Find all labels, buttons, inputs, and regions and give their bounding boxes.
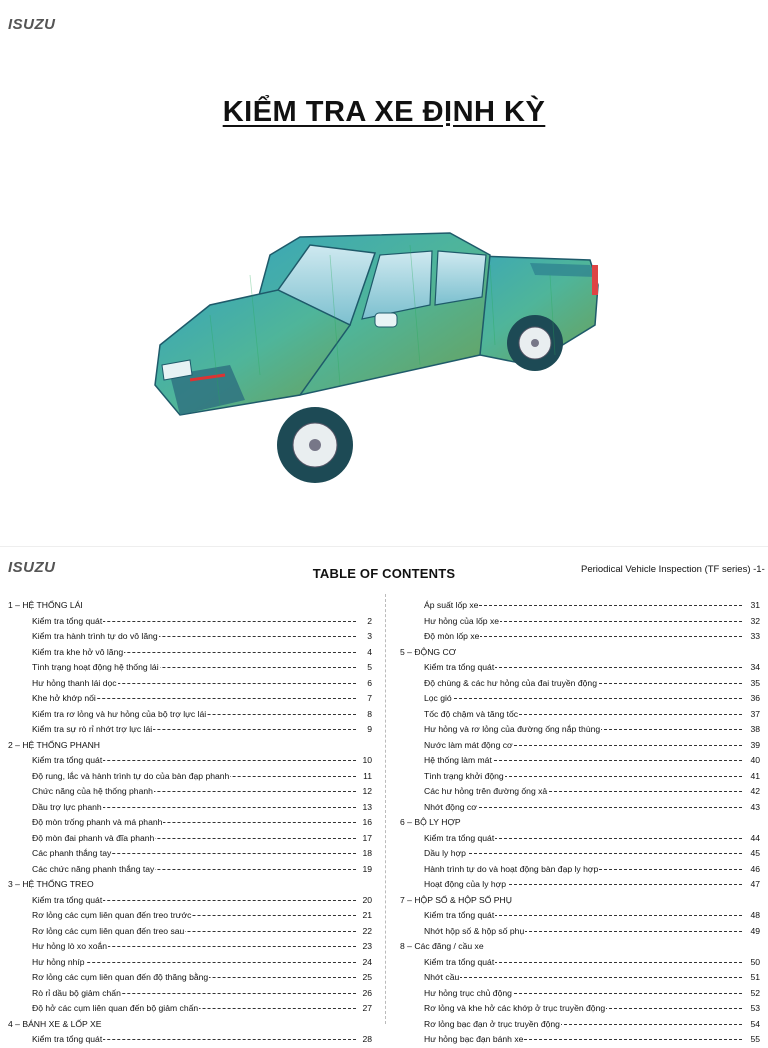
toc-entry-label: Kiểm tra tổng quát [424,908,495,924]
toc-entry-label: Lọc gió [424,691,453,707]
toc-page-number: 4 [365,645,372,661]
toc-right-column [400,598,760,1048]
toc-entry-label: Chức năng của hệ thống phanh [32,784,154,800]
toc-section-heading [8,877,372,893]
toc-page-number: 31 [748,598,760,614]
toc-entry[interactable] [400,707,760,723]
toc-page-number: 3 [365,629,372,645]
toc-entry[interactable] [8,800,372,816]
toc-entry[interactable] [400,753,760,769]
toc-page-number: 13 [360,800,372,816]
toc-entry-label: Hư hỏng nhíp [32,955,86,971]
toc-page-number: 43 [748,800,760,816]
toc-entry-label: Kiểm tra tổng quát [424,955,495,971]
toc-entry-label: Độ rung, lắc và hành trình tự do của bàn đạp phanh [32,769,230,785]
toc-entry-label: 8 – Các đăng / cầu xe [400,939,485,955]
toc-entry-label: Kiểm tra tổng quát [32,614,103,630]
toc-page-number: 39 [748,738,760,754]
toc-left-column [8,598,372,1048]
toc-entry[interactable] [400,1001,760,1017]
toc-entry-label: Độ hở các cụm liên quan đến bộ giảm chấn [32,1001,199,1017]
toc-entry[interactable] [400,629,760,645]
toc-page-number: 48 [748,908,760,924]
toc-page-number: 17 [360,831,372,847]
toc-page-number: 40 [748,753,760,769]
toc-section-heading [8,738,372,754]
toc-entry-label: Độ chùng & các hư hỏng của đai truyền động [424,676,598,692]
toc-entry-label: Rơ lỏng bạc đạn ở trục truyền động [424,1017,561,1033]
toc-page-number: 19 [360,862,372,878]
toc-page-number: 6 [365,676,372,692]
toc-entry[interactable] [8,939,372,955]
toc-entry-label: 7 – HỘP SỐ & HỘP SỐ PHỤ [400,893,513,909]
toc-section-heading [400,893,760,909]
toc-page-number: 51 [748,970,760,986]
toc-page-number: 42 [748,784,760,800]
toc-page-number: 10 [360,753,372,769]
toc-page-number: 20 [360,893,372,909]
toc-entry-label: Áp suất lốp xe [424,598,479,614]
toc-entry[interactable] [8,645,372,661]
toc-page-number: 11 [361,769,372,785]
toc-entry-label: 6 – BỘ LY HỢP [400,815,462,831]
toc-entry[interactable] [400,924,760,940]
toc-page-number: 46 [748,862,760,878]
toc-entry-label: Rơ lỏng các cụm liên quan đến treo sau [32,924,185,940]
toc-entry-label: Hư hỏng lò xo xoắn [32,939,108,955]
toc-entry-label: Tình trạng hoạt động hệ thống lái [32,660,160,676]
toc-entry[interactable] [400,970,760,986]
toc-entry-label: 5 – ĐỘNG CƠ [400,645,457,661]
toc-entry-label: Kiểm tra tổng quát [32,753,103,769]
toc-entry[interactable] [8,722,372,738]
toc-entry[interactable] [8,676,372,692]
toc-page-number: 55 [748,1032,760,1048]
toc-entry-label: Kiểm tra khe hở vô lăng [32,645,124,661]
toc-page-number: 16 [360,815,372,831]
toc-leader-dots [424,698,742,699]
toc-page-number: 18 [360,846,372,862]
toc-entry-label: Dầu trợ lực phanh [32,800,103,816]
toc-entry[interactable] [400,676,760,692]
toc-entry-label: Kiểm tra tổng quát [32,1032,103,1048]
toc-entry-label: Tình trạng khởi động [424,769,505,785]
toc-entry[interactable] [8,955,372,971]
toc-entry-label: Hư hỏng thanh lái dọc [32,676,118,692]
toc-entry[interactable] [400,1017,760,1033]
toc-entry-label: Nhớt hộp số & hộp số phụ [424,924,525,940]
toc-entry-label: Hoạt động của ly hợp [424,877,507,893]
toc-page-number: 26 [360,986,372,1002]
toc-entry[interactable] [400,800,760,816]
toc-entry-label: Các phanh thắng tay [32,846,112,862]
toc-page-number: 53 [748,1001,760,1017]
toc-leader-dots [424,853,742,854]
toc-entry-label: Các chức năng phanh thắng tay [32,862,155,878]
toc-entry-label: Hư hỏng trục chủ động [424,986,513,1002]
pickup-truck-illustration [150,215,610,500]
toc-entry-label: Hư hỏng và rơ lỏng của đường ống nắp thùng [424,722,601,738]
toc-page-number: 41 [748,769,760,785]
toc-entry-label: Nhớt động cơ [424,800,478,816]
toc-section-heading [8,598,372,614]
toc-entry[interactable] [400,986,760,1002]
toc-entry[interactable] [8,862,372,878]
toc-entry[interactable] [8,831,372,847]
toc-section-heading [8,1017,372,1033]
toc-entry-label: Hệ thống làm mát [424,753,493,769]
toc-page-number: 28 [360,1032,372,1048]
toc-entry[interactable] [8,986,372,1002]
toc-entry-label: Nhớt cầu [424,970,460,986]
toc-page-number: 24 [360,955,372,971]
toc-entry-label: Độ mòn trống phanh và má phanh [32,815,163,831]
toc-entry[interactable] [8,1032,372,1048]
toc-entry-label: Hư hỏng bạc đạn bánh xe [424,1032,524,1048]
toc-entry-label: Rơ lỏng và khe hở các khớp ở trục truyền động [424,1001,606,1017]
toc-entry[interactable] [8,784,372,800]
toc-entry-label: Kiểm tra tổng quát [32,893,103,909]
toc-page-number: 54 [748,1017,760,1033]
toc-entry[interactable] [8,846,372,862]
toc-entry[interactable] [400,738,760,754]
toc-page-number: 37 [748,707,760,723]
toc-entry[interactable] [8,691,372,707]
isuzu-logo-cover: ISUZU [8,16,56,33]
toc-entry-label: Rơ lỏng các cụm liên quan đến độ thăng bằng [32,970,209,986]
toc-entry[interactable] [8,629,372,645]
toc-entry[interactable] [400,691,760,707]
toc-page-number: 52 [748,986,760,1002]
toc-page-number: 47 [748,877,760,893]
toc-entry-label: Tốc độ chậm và tăng tốc [424,707,519,723]
toc-entry[interactable] [400,784,760,800]
toc-entry-label: Kiểm tra tổng quát [424,831,495,847]
toc-entry-label: Rò rỉ dầu bộ giảm chấn [32,986,122,1002]
toc-entry-label: 2 – HỆ THỐNG PHANH [8,738,101,754]
toc-entry-label: Độ mòn đai phanh và đĩa phanh [32,831,155,847]
toc-entry[interactable] [8,660,372,676]
toc-page-number: 45 [748,846,760,862]
toc-page-number: 50 [748,955,760,971]
toc-page-number: 33 [748,629,760,645]
toc-entry[interactable] [8,614,372,630]
toc-entry-label: Kiểm tra hành trình tự do vô lăng [32,629,159,645]
toc-entry-label: 1 – HỆ THỐNG LÁI [8,598,84,614]
toc-page-number: 22 [360,924,372,940]
toc-entry[interactable] [8,924,372,940]
toc-entry-label: Các hư hỏng trên đường ống xả [424,784,548,800]
toc-page-number: 25 [360,970,372,986]
toc-leader-dots [424,977,742,978]
toc-page-number: 38 [748,722,760,738]
document-title: KIỂM TRA XE ĐỊNH KỲ [222,96,546,128]
toc-entry[interactable] [400,598,760,614]
toc-entry-label: Khe hở khớp nối [32,691,97,707]
isuzu-logo-toc: ISUZU [8,559,56,576]
toc-entry-label: 3 – HỆ THỐNG TREO [8,877,95,893]
toc-entry-label: Hư hỏng của lốp xe [424,614,500,630]
toc-page-number: 21 [360,908,372,924]
toc-title: TABLE OF CONTENTS [312,566,456,581]
toc-entry[interactable] [8,908,372,924]
toc-entry[interactable] [8,753,372,769]
toc-entry-label: Độ mòn lốp xe [424,629,480,645]
toc-entry[interactable] [400,769,760,785]
toc-page-number: 8 [365,707,372,723]
toc-entry[interactable] [400,908,760,924]
toc-page-number: 27 [360,1001,372,1017]
toc-entry-label: Kiểm tra sự rò rỉ nhớt trợ lực lái [32,722,153,738]
toc-page-number: 23 [360,939,372,955]
toc-page-number: 5 [365,660,372,676]
toc-entry[interactable] [400,831,760,847]
toc-page-number: 2 [365,614,372,630]
toc-entry[interactable] [400,862,760,878]
toc-page-number: 44 [748,831,760,847]
toc-entry[interactable] [8,970,372,986]
toc-entry-label: Dầu ly hợp [424,846,467,862]
toc-entry[interactable] [400,846,760,862]
toc-entry-label: Rơ lỏng các cụm liên quan đến treo trước [32,908,192,924]
toc-entry-label: Hành trình tự do và hoạt động bàn đạp ly hợp [424,862,599,878]
toc-section-heading [400,645,760,661]
toc-entry[interactable] [400,614,760,630]
page-divider [0,546,768,547]
toc-entry[interactable] [400,1032,760,1048]
toc-entry-label: Kiểm tra rơ lỏng và hư hỏng của bộ trợ lực lái [32,707,207,723]
toc-section-heading [400,939,760,955]
toc-page-number: 32 [748,614,760,630]
toc-entry[interactable] [8,815,372,831]
toc-page-number: 36 [748,691,760,707]
toc-entry-label: Kiểm tra tổng quát [424,660,495,676]
toc-entry-label: 4 – BÁNH XE & LỐP XE [8,1017,102,1033]
toc-entry[interactable] [8,707,372,723]
toc-page-number: 7 [365,691,372,707]
toc-entry[interactable] [400,877,760,893]
toc-entry[interactable] [400,660,760,676]
toc-page-number: 35 [748,676,760,692]
toc-page-number: 12 [360,784,372,800]
toc-page-number: 34 [748,660,760,676]
toc-page-number: 49 [748,924,760,940]
toc-entry[interactable] [400,722,760,738]
toc-page-number: 9 [365,722,372,738]
toc-entry-label: Nước làm mát động cơ [424,738,514,754]
toc-entry[interactable] [8,1001,372,1017]
toc-entry[interactable] [8,893,372,909]
toc-section-heading [400,815,760,831]
toc-entry[interactable] [400,955,760,971]
column-separator [385,594,386,1024]
page-header: Periodical Vehicle Inspection (TF series) -1- [581,564,765,575]
toc-entry[interactable] [8,769,372,785]
